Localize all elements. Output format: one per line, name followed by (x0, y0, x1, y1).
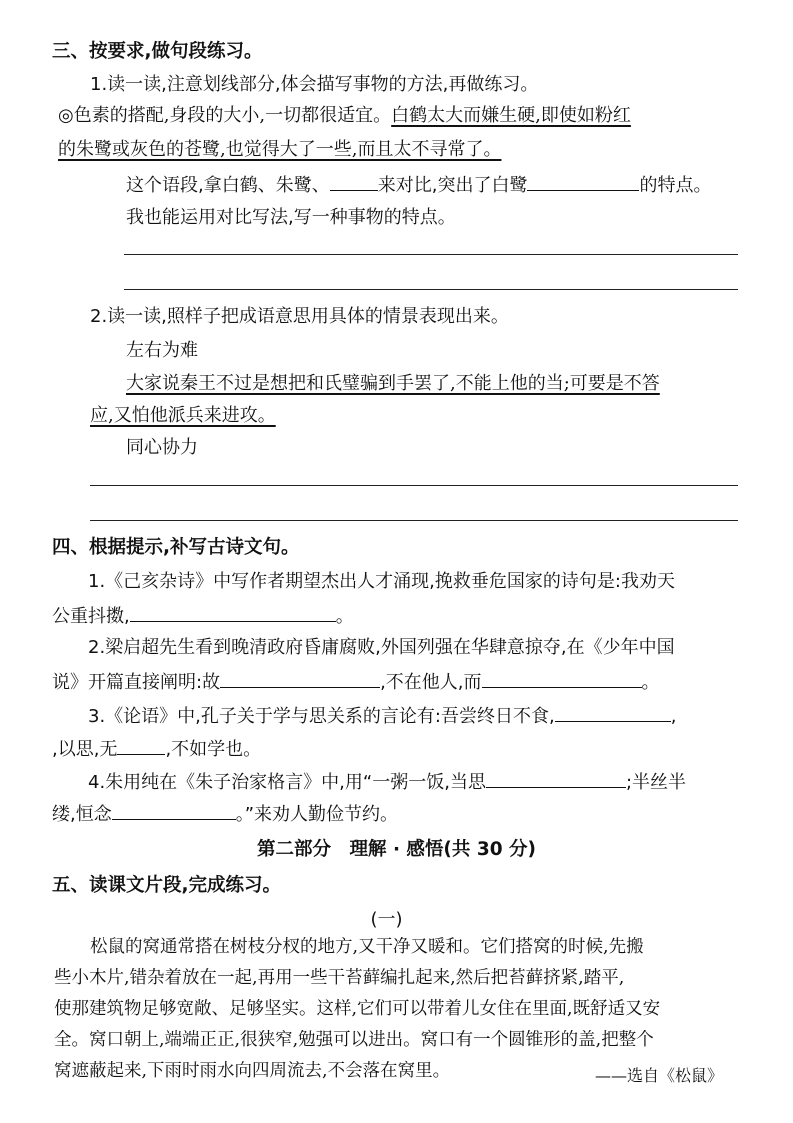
q2-example-underlined-a: 大家说秦王不过是想把和氏璧骗到手罢了,不能上他的当;可要是不答 (126, 373, 660, 394)
part-2-title: 第二部分 理解 · 感悟(共 30 分) (257, 839, 536, 860)
q2-idiom-1: 左右为难 (126, 340, 198, 361)
s4-q4-text-c: 缕,恒念 (52, 804, 112, 825)
section-4-title: 四、根据提示,补写古诗文句。 (52, 537, 300, 558)
q1-fill-line (126, 172, 711, 198)
s4-q3-line-1 (88, 703, 676, 729)
s4-q2-text-d: 。 (641, 672, 660, 693)
passage-line-2: 些小木片,错杂着放在一起,再用一些干苔藓编扎起来,然后把苔藓挤紧,踏平, (54, 968, 625, 988)
s4-q2-line-1: 2.梁启超先生看到晚清政府昏庸腐败,外国列强在华肆意掠夺,在《少年中国 (88, 637, 675, 658)
s4-q3-text-a: 3.《论语》中,孔子关于学与思关系的言论有:吾尝终日不食, (88, 706, 555, 727)
q1-passage-line-2 (58, 138, 501, 162)
s4-q2-blank-2[interactable] (482, 669, 642, 688)
q1-blank-2[interactable] (527, 172, 639, 191)
q1-prompt: 1.读一读,注意划线部分,体会描写事物的方法,再做练习。 (90, 74, 539, 95)
s4-q4-text-b: ;半丝半 (625, 772, 687, 793)
q1-fill-text-c: 的特点。 (639, 175, 712, 196)
s4-q4-text-d: 。”来劝人勤俭节约。 (235, 804, 399, 825)
passage-line-4: 全。窝口朝上,端端正正,很狭窄,勉强可以进出。窝口有一个圆锥形的盖,把整个 (54, 1030, 654, 1050)
q2-answer-line-1[interactable] (90, 485, 738, 486)
q1-blank-1[interactable] (330, 172, 378, 191)
q2-idiom-2: 同心协力 (126, 437, 198, 458)
q2-example-line-1 (126, 372, 660, 396)
s4-q4-blank-1[interactable] (486, 769, 626, 788)
passage-line-3: 使那建筑物足够宽敞、足够坚实。这样,它们可以带着儿女住在里面,既舒适又安 (54, 999, 661, 1019)
s4-q3-line-2 (52, 736, 261, 762)
s4-q4-line-2 (52, 801, 398, 827)
passage-source: ——选自《松鼠》 (595, 1066, 724, 1085)
q1-writing-task: 我也能运用对比写法,写一种事物的特点。 (126, 207, 456, 228)
s4-q2-blank-1[interactable] (220, 669, 380, 688)
q1-passage-line-1 (58, 104, 631, 128)
s4-q4-blank-2[interactable] (112, 801, 236, 820)
s4-q3-text-c: ,以思,无 (52, 739, 118, 760)
s4-q2-line-2 (52, 669, 660, 695)
q1-fill-text-b: 来对比,突出了白鹭 (377, 175, 528, 196)
s4-q1-line-2 (52, 603, 354, 629)
s4-q3-blank-1[interactable] (555, 703, 671, 722)
s4-q3-text-d: ,不如学也。 (165, 739, 262, 760)
q2-example-underlined-b: 应,又怕他派兵来进攻。 (90, 405, 276, 426)
q2-answer-line-2[interactable] (90, 520, 738, 521)
passage-line-1: 松鼠的窝通常搭在树枝分杈的地方,又干净又暖和。它们搭窝的时候,先搬 (90, 937, 644, 957)
passage-number-text: (一) (370, 909, 403, 930)
s4-q3-text-b: , (670, 706, 677, 727)
s4-q1-line-1: 1.《己亥杂诗》中写作者期望杰出人才涌现,挽救垂危国家的诗句是:我劝天 (88, 571, 675, 592)
q1-passage-underlined-a: 白鹤太大而嫌生硬,即使如粉红 (391, 105, 631, 126)
q1-fill-text-a: 这个语段,拿白鹤、朱鹭、 (126, 175, 330, 196)
s4-q3-blank-2[interactable] (117, 736, 165, 755)
section-5-title: 五、读课文片段,完成练习。 (52, 875, 282, 896)
q1-answer-line-2[interactable] (124, 289, 738, 290)
s4-q1-text-c: 。 (335, 606, 354, 627)
q2-example-line-2 (90, 404, 276, 428)
q1-passage-plain: ◎色素的搭配,身段的大小,一切都很适宜。 (58, 105, 392, 126)
s4-q1-text-b: 公重抖擞, (52, 606, 130, 627)
q2-prompt: 2.读一读,照样子把成语意思用具体的情景表现出来。 (90, 306, 509, 327)
section-3-title: 三、按要求,做句段练习。 (52, 41, 263, 62)
passage-number (0, 908, 793, 932)
q1-passage-underlined-b: 的朱鹭或灰色的苍鹭,也觉得大了一些,而且太不寻常了。 (58, 139, 502, 160)
s4-q2-text-b: 说》开篇直接阐明:故 (52, 672, 221, 693)
passage-line-5: 窝遮蔽起来,下雨时雨水向四周流去,不会落在窝里。 (54, 1061, 451, 1081)
s4-q1-blank[interactable] (130, 603, 336, 622)
s4-q2-text-c: ,不在他人,而 (380, 672, 482, 693)
q1-answer-line-1[interactable] (124, 254, 738, 255)
s4-q4-line-1 (88, 769, 686, 795)
s4-q4-text-a: 4.朱用纯在《朱子治家格言》中,用“一粥一饭,当思 (88, 772, 486, 793)
